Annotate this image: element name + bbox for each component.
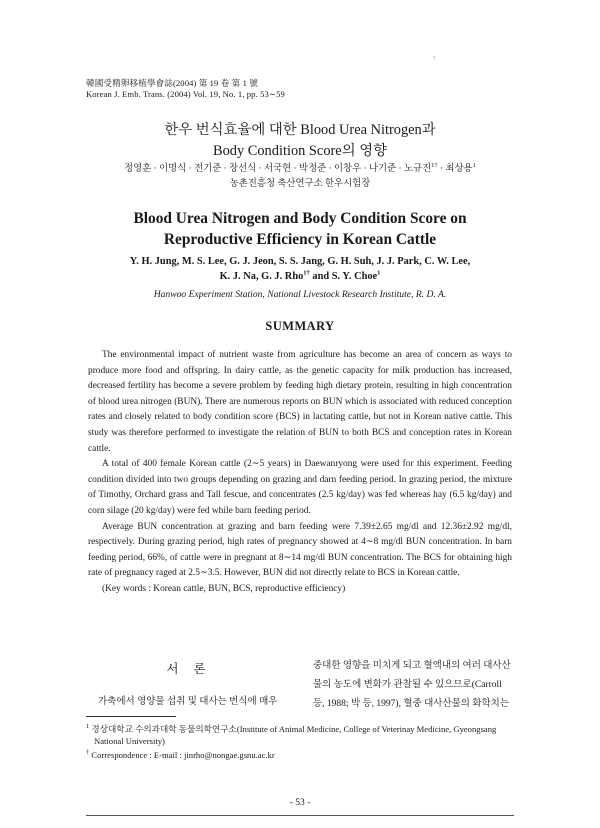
intro-right-line2: 물의 농도에 변화가 관찰될 수 있으므로(Carroll <box>313 680 502 690</box>
intro-right-line1: 중대한 영향을 미치게 되고 혈액내의 여러 대사산 <box>313 661 511 671</box>
journal-name-korean: 韓國受精卵移植學會誌(2004) 第 19 卷 第 1 號 <box>86 78 258 88</box>
english-authors <box>60 255 540 284</box>
footnote-2-mark: † <box>86 749 90 757</box>
intro-left-text: 가축에서 영양물 섭취 및 대사는 번식에 매우 <box>98 697 278 707</box>
page-number: - 53 - <box>289 797 311 808</box>
korean-authors-last-mark: 1 <box>472 161 476 169</box>
abstract-paragraph-3: Average BUN concentration at grazing and barn feeding were 7.39±2.65 mg/dl and 12.36±2.92 mg/dl, respectively. During grazing period, high rates of pregnancy showed at 4∼8 mg/dl BUN concentration. In barn feeding period, 66%, of cattle were in pregnant at 8∼14 mg/dl BUN concentration. The BCS for obtaining high rate of pregnancy raged at 2.5∼3.5. However, BUN did not directly relate to BCS in Korean cattle. <box>88 521 512 579</box>
korean-authors-list: 정영훈 · 이명식 · 전기준 · 장선식 · 서국현 · 박정준 · 이창우 · 나기준 · 노규진 <box>124 164 432 174</box>
english-authors-line2 <box>60 270 540 285</box>
english-title-line1: Blood Urea Nitrogen and Body Condition Score on <box>133 210 467 227</box>
bottom-rule <box>86 815 514 816</box>
footnote-1-text: 경상대학교 수의과대학 동물의학연구소(Institute of Animal Medicine, College of Veterinay Medicine, Gyeongsang National University) <box>91 724 497 746</box>
footnote-divider <box>86 716 176 717</box>
abstract <box>88 348 512 598</box>
intro-heading: 서 론 <box>166 662 212 676</box>
footnote-1-mark: 1 <box>86 723 90 731</box>
abstract-paragraph-1: The environmental impact of nutrient waste from agriculture has become an area of concern as ways to produce more food and offspring. In dairy cattle, as the genetic capacity for milk production has increased, decreased fertility has become a severe problem by feeding high dietary protein, resulting in high concentration of blood urea nitrogen (BUN). There are numerous reports on BUN which is associated with reduced conception rates and closely related to body condition score (BCS) in lactating cattle, but not in Korean native cattle. This study was therefore performed to investigate the relation of BUN to both BCS and conception rates in Korean cattle. <box>88 350 512 454</box>
korean-authors-last: · 최상용 <box>437 164 473 174</box>
intro-right-line3: 등, 1988; 박 등, 1997), 혈중 대사산물의 화학치는 <box>313 699 510 709</box>
intro-right-column <box>313 657 513 714</box>
author-mark-choe: 1 <box>377 269 381 277</box>
english-authors-line2-a: K. J. Na, G. J. Rho <box>219 270 304 282</box>
english-authors-line1: Y. H. Jung, M. S. Lee, G. J. Jeon, S. S. Jang, G. H. Suh, J. J. Park, C. W. Lee, <box>129 256 471 267</box>
footnote-1 <box>86 723 516 747</box>
keywords: (Key words : Korean cattle, BUN, BCS, reproductive efficiency) <box>102 583 346 594</box>
korean-authors <box>0 163 600 175</box>
corner-mark: ↑ <box>432 53 436 62</box>
english-affiliation: Hanwoo Experiment Station, National Livestock Research Institute, R. D. A. <box>153 289 447 300</box>
footnote-2-text: Correspondence : E-mail : jinrho@nongae.gsnu.ac.kr <box>91 750 275 760</box>
abstract-paragraph-2: A total of 400 female Korean cattle (2∼5 years) in Daewanryong were used for this experiment. Feeding condition divided into two groups depending on grazing and darn feeding period. In grazing period, the mixture of Timothy, Orchard grass and Tall fescue, and concentrates (2.5 kg/day) was fed whereas hay (6.5 kg/day) and corn silage (20 kg/day) were fed while barn feeding period. <box>88 459 512 516</box>
korean-title-line1: 한우 번식효율에 대한 Blood Urea Nitrogen과 <box>164 122 436 138</box>
author-mark-rho: 1† <box>303 269 310 277</box>
english-title-line2: Reproductive Efficiency in Korean Cattle <box>163 231 437 248</box>
journal-header <box>86 78 285 100</box>
footnote-2 <box>86 749 516 761</box>
korean-authors-mark: 1† <box>431 161 438 169</box>
journal-citation: Korean J. Emb. Trans. (2004) Vol. 19, No. 1, pp. 53∼59 <box>86 89 285 99</box>
english-authors-line2-b: and S. Y. Choe <box>309 270 378 282</box>
korean-title-line2: Body Condition Score의 영향 <box>212 143 388 159</box>
footnotes <box>86 723 516 763</box>
summary-heading: SUMMARY <box>265 319 335 333</box>
korean-affiliation: 농촌진흥청 축산연구소 한우시험장 <box>229 179 371 189</box>
